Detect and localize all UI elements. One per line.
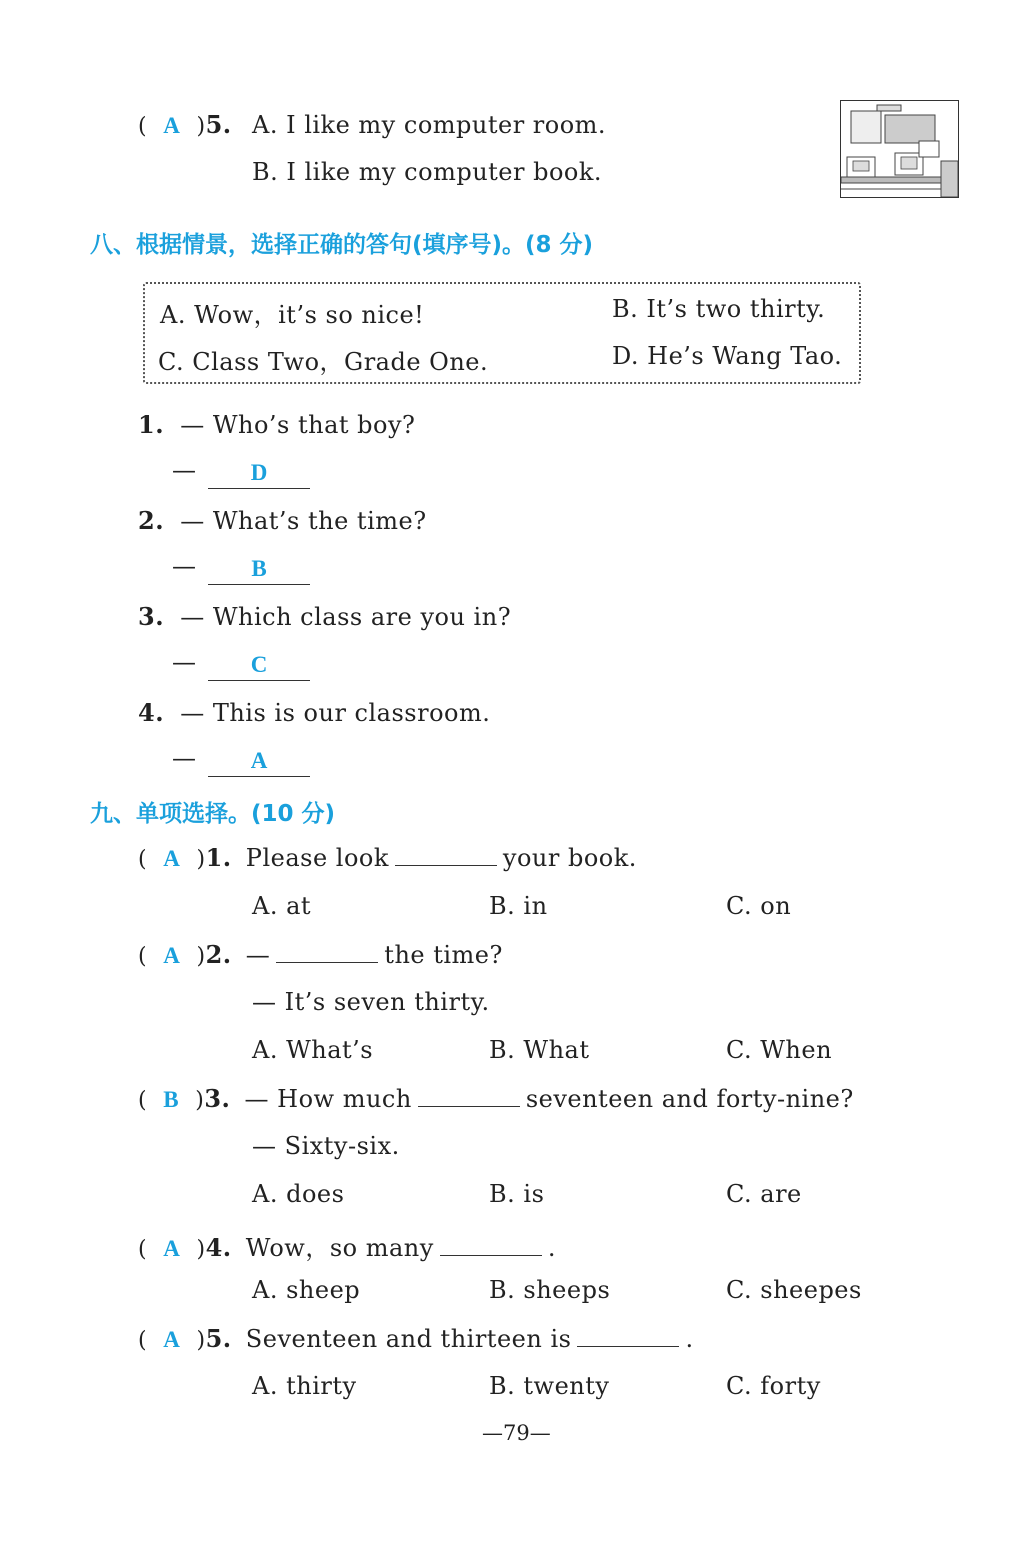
item-question: — What’s the time? xyxy=(180,507,427,535)
top-q5-answer: A xyxy=(163,113,181,138)
section9-q3 xyxy=(138,1084,854,1113)
q3-option-c: C. are xyxy=(726,1180,802,1208)
paren-open: ( xyxy=(138,944,148,969)
q5-blank xyxy=(577,1324,679,1347)
item-answer: A xyxy=(250,748,268,773)
q5-number: 5. xyxy=(205,1324,232,1353)
item-number: 1. xyxy=(138,410,165,439)
answer-line xyxy=(208,458,310,489)
q2-option-a: A. What’s xyxy=(252,1036,374,1064)
q3-number: 3. xyxy=(204,1084,231,1113)
item-number: 2. xyxy=(138,506,165,535)
q5-post: . xyxy=(685,1325,694,1353)
section8-item-3 xyxy=(138,602,511,631)
q3-pre: — How much xyxy=(244,1085,412,1113)
section8-item-1 xyxy=(138,410,415,439)
section8-option-d: D. He’s Wang Tao. xyxy=(612,342,843,370)
q2-pre: — xyxy=(245,941,271,969)
q5-option-a: A. thirty xyxy=(252,1372,357,1400)
section8-item-4 xyxy=(138,698,490,727)
section9-q2 xyxy=(138,940,503,969)
q1-number: 1. xyxy=(205,843,232,872)
q2-blank xyxy=(276,940,378,963)
q4-pre: Wow，so many xyxy=(245,1234,434,1262)
q4-option-b: B. sheeps xyxy=(489,1276,611,1304)
item-number: 4. xyxy=(138,698,165,727)
section8-option-c: C. Class Two，Grade One. xyxy=(158,348,489,376)
paren-open: ( xyxy=(138,1088,148,1113)
paren-close: ) xyxy=(196,1328,206,1353)
section9-q5 xyxy=(138,1324,694,1353)
q3-option-a: A. does xyxy=(252,1180,345,1208)
q2-option-c: C. When xyxy=(726,1036,833,1064)
q4-option-c: C. sheepes xyxy=(726,1276,862,1304)
item-question: — Which class are you in? xyxy=(180,603,512,631)
q3-option-b: B. is xyxy=(489,1180,545,1208)
item-number: 3. xyxy=(138,602,165,631)
paren-open: ( xyxy=(138,1237,148,1262)
q5-answer: A xyxy=(163,1327,181,1352)
paren-open: ( xyxy=(138,847,148,872)
computer-room-picture xyxy=(840,100,959,198)
paren-close: ) xyxy=(195,1088,205,1113)
q4-option-a: A. sheep xyxy=(252,1276,361,1304)
section8-item-2 xyxy=(138,506,427,535)
q1-answer: A xyxy=(163,846,181,871)
reply-dash: — xyxy=(172,456,196,484)
paren-close: ) xyxy=(196,847,206,872)
section8-title: 八、根据情景，选择正确的答句(填序号)。(8 分) xyxy=(90,232,594,258)
top-q5-option-a: A. I like my computer room. xyxy=(252,111,607,139)
paren-close: ) xyxy=(196,114,206,139)
page-number: —79— xyxy=(482,1421,551,1445)
answer-line xyxy=(208,746,310,777)
reply-dash: — xyxy=(172,648,196,676)
paren-close: ) xyxy=(196,1237,206,1262)
section9-title: 九、单项选择。(10 分) xyxy=(90,801,336,827)
q5-option-c: C. forty xyxy=(726,1372,821,1400)
item-question: — Who’s that boy? xyxy=(180,411,416,439)
computer-room-icon xyxy=(841,101,958,197)
q1-option-b: B. in xyxy=(489,892,548,920)
item-answer: B xyxy=(251,556,267,581)
q1-option-c: C. on xyxy=(726,892,792,920)
q5-pre: Seventeen and thirteen is xyxy=(245,1325,572,1353)
q3-answer: B xyxy=(163,1087,180,1112)
q1-pre: Please look xyxy=(245,844,389,872)
q1-option-a: A. at xyxy=(252,892,312,920)
q1-post: your book. xyxy=(502,844,637,872)
q3-line2: — Sixty-six. xyxy=(252,1132,400,1160)
q2-line2: — It’s seven thirty. xyxy=(252,988,490,1016)
top-q5-number: 5. xyxy=(205,110,232,139)
section8-option-a: A. Wow，it’s so nice! xyxy=(160,301,425,329)
paren-open: ( xyxy=(138,114,148,139)
q3-post: seventeen and forty-nine? xyxy=(525,1085,854,1113)
q1-blank xyxy=(395,843,497,866)
paren-open: ( xyxy=(138,1328,148,1353)
q2-answer: A xyxy=(163,943,181,968)
item-answer: D xyxy=(250,460,268,485)
reply-dash: — xyxy=(172,552,196,580)
reply-dash: — xyxy=(172,744,196,772)
answer-line xyxy=(208,554,310,585)
item-answer: C xyxy=(250,652,268,677)
q5-option-b: B. twenty xyxy=(489,1372,610,1400)
q3-blank xyxy=(418,1084,520,1107)
answer-line xyxy=(208,650,310,681)
section8-option-b: B. It’s two thirty. xyxy=(612,295,826,323)
q2-option-b: B. What xyxy=(489,1036,590,1064)
section9-q4 xyxy=(138,1228,556,1263)
q2-post: the time? xyxy=(384,941,503,969)
q4-post: . xyxy=(547,1234,556,1262)
q2-number: 2. xyxy=(205,940,232,969)
q4-blank xyxy=(440,1233,542,1256)
q4-answer: A xyxy=(163,1236,181,1261)
item-question: — This is our classroom. xyxy=(180,699,491,727)
section9-q1 xyxy=(138,843,637,872)
q4-number: 4. xyxy=(205,1233,232,1262)
top-q5-option-b: B. I like my computer book. xyxy=(252,158,603,186)
top-q5-line xyxy=(138,110,232,139)
paren-close: ) xyxy=(196,944,206,969)
